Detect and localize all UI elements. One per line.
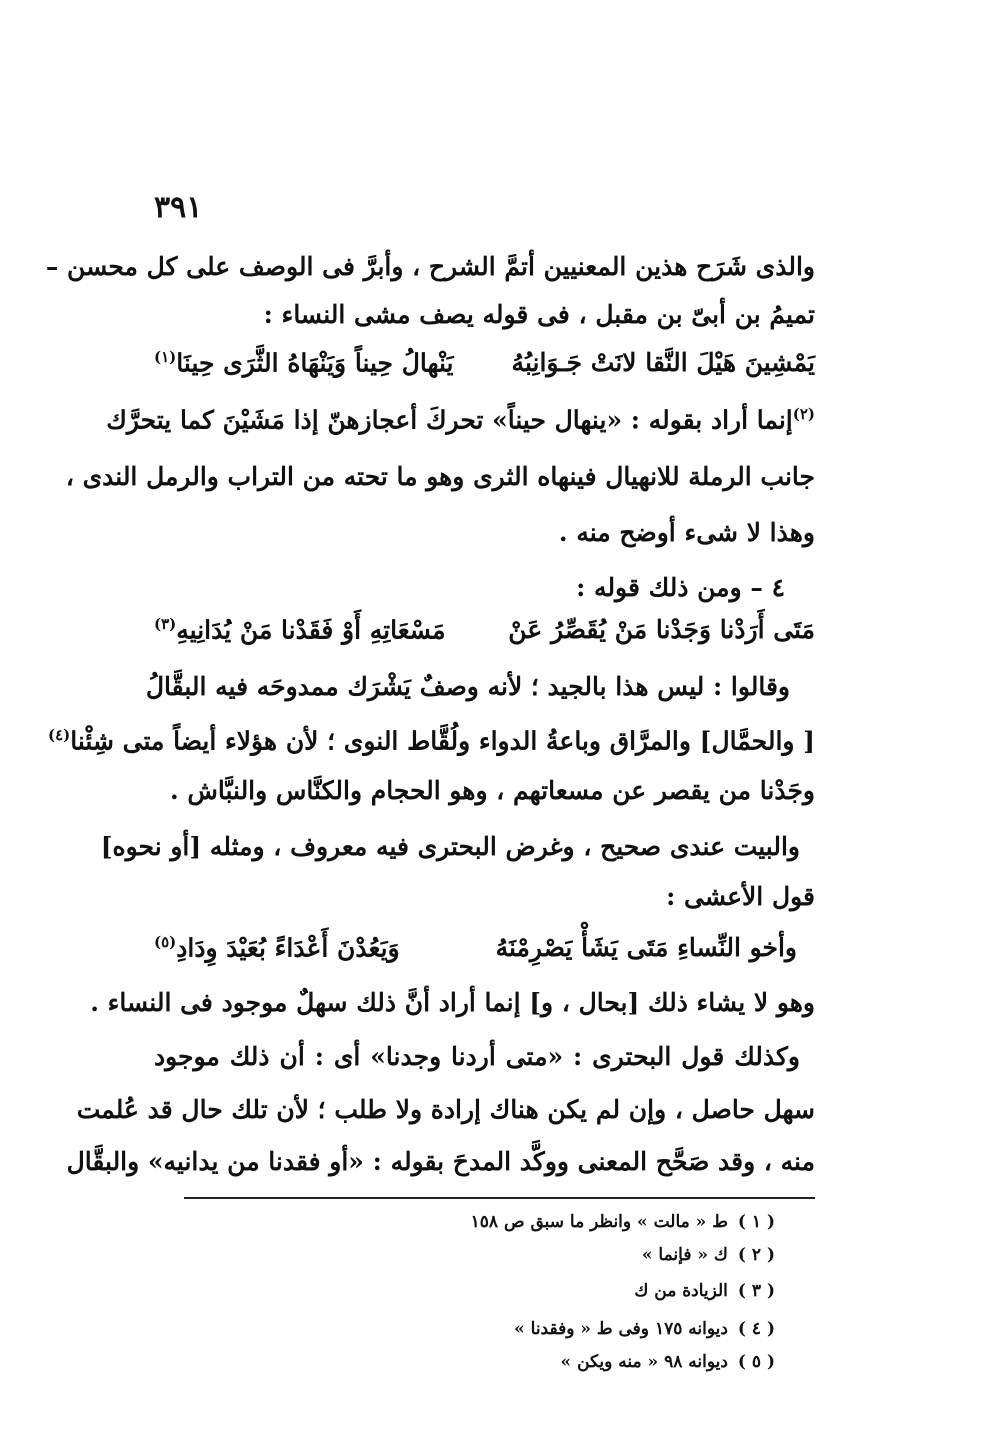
verse-3-first-hemistich — [496, 933, 797, 963]
verse-2-second-hemistich — [154, 615, 446, 645]
text-line-1: والذى شَرَح هذين المعنيين أتمَّ الشرح ، وأبرَّ فى الوصف على كل محسن – — [45, 252, 815, 281]
text-line-12: وكذلك قول البحترى : «متى أردنا وجدنا» أى : أن ذلك موجود — [154, 1042, 800, 1071]
text-line-6: وقالوا : ليس هذا بالجيد ؛ لأنه وصفٌ يَشْرَك ممدوحَه فيه البقَّالُ — [145, 672, 790, 701]
verse-1-second-hemistich — [154, 348, 454, 378]
verse-1 — [154, 348, 815, 378]
text-line-7-text: [ والحمَّال] والمرَّاق وباعةُ الدواء ولُقَّاط النوى ؛ لأن هؤلاء أيضاً متى شِئْنا — [70, 726, 815, 756]
text-line-11: وهو لا يشاء ذلك [بحال ، و] إنما أراد أنَّ ذلك سهلٌ موجود فى النساء . — [90, 988, 815, 1017]
footnote-marker-5: (٥) — [154, 933, 177, 951]
footnote-separator — [184, 1197, 815, 1199]
text-line-10: قول الأعشى : — [666, 882, 815, 911]
verse-2 — [154, 615, 815, 645]
verse-3-first-hemistich-text: وأخو النِّساءِ مَتَى يَشَأْ يَصْرِمْنَهُ — [495, 933, 797, 962]
footnote-4-text: ديوانه ١٧٥ وفى ط « وفقدنا » — [514, 1319, 728, 1339]
footnote-2-number: ( ٢ ) — [737, 1245, 775, 1265]
verse-1-first-hemistich — [512, 348, 815, 378]
verse-3-second-hemistich-text: وَيَعُدْنَ أَعْدَاءً بُعَيْدَ وِدَادِ — [176, 933, 400, 963]
text-line-5: وهذا لا شىء أوضح منه . — [558, 518, 815, 547]
verse-3 — [154, 933, 797, 963]
footnote-4-number: ( ٤ ) — [737, 1319, 775, 1339]
footnote-5-number: ( ٥ ) — [737, 1352, 775, 1372]
text-line-4: جانب الرملة للانهيال فينهاه الثرى وهو ما تحته من التراب والرمل الندى ، — [65, 462, 815, 491]
footnote-1-number: ( ١ ) — [737, 1212, 775, 1232]
footnote-3-text: الزيادة من ك — [634, 1281, 728, 1301]
verse-2-first-hemistich — [508, 615, 815, 645]
footnote-marker-2: (٢) — [792, 405, 815, 423]
verse-2-second-hemistich-text: مَسْعَاتِهِ أَوْ فَقَدْنا مَنْ يُدَانِيهِ — [176, 615, 446, 645]
text-line-8: وجَدْنا من يقصر عن مسعاتهم ، وهو الحجام والكنَّاس والنبَّاش . — [169, 776, 815, 805]
text-line-9: والبيت عندى صحيح ، وغرض البحترى فيه معروف ، ومثله [أو نحوه] — [100, 832, 800, 861]
verse-3-second-hemistich — [154, 933, 400, 963]
text-line-3-text: إنما أراد بقوله : «ينهال حيناً» تحركَ أعجازهنّ إذا مَشَيْنَ كما يتحرَّك — [106, 405, 793, 435]
footnote-5-text: ديوانه ٩٨ « منه ويكن » — [560, 1352, 728, 1372]
footnote-1-text: ط « مالت » وانظر ما سبق ص ١٥٨ — [470, 1212, 728, 1232]
verse-1-first-hemistich-text: يَمْشِينَ هَيْلَ النَّقا لانَتْ جَـوَانِبُهُ — [511, 348, 815, 377]
footnote-3 — [634, 1281, 775, 1301]
text-line-7 — [47, 726, 815, 756]
footnote-3-number: ( ٣ ) — [737, 1281, 775, 1301]
text-line-14: منه ، وقد صَحَّح المعنى ووكَّد المدحَ بقوله : «أو فقدنا من يدانيه» والبقَّال — [66, 1147, 815, 1176]
footnote-marker-3: (٣) — [154, 615, 177, 633]
footnote-marker-4: (٤) — [47, 726, 71, 744]
verse-1-second-hemistich-text: يَنْهالُ حِيناً وَيَنْهَاهُ الثَّرَى حِينَا — [176, 348, 454, 378]
text-line-3 — [106, 405, 815, 435]
footnote-5 — [561, 1352, 775, 1372]
verse-2-first-hemistich-text: مَتَى أَرَدْنا وَجَدْنا مَنْ يُقَصِّرُ عَنْ — [508, 615, 815, 644]
text-line-13: سهل حاصل ، وإن لم يكن هناك إرادة ولا طلب ؛ لأن تلك حال قد عُلمت — [76, 1095, 815, 1124]
footnote-2 — [642, 1245, 775, 1265]
footnote-4 — [514, 1319, 775, 1339]
footnote-marker-1: (١) — [154, 348, 177, 366]
footnote-1 — [471, 1212, 775, 1232]
page-number: ٣٩١ — [154, 190, 203, 225]
footnote-2-text: ك « فإنما » — [641, 1245, 728, 1265]
text-line-2: تميمُ بن أبىّ بن مقبل ، فى قوله يصف مشى النساء : — [263, 300, 815, 329]
section-heading-4: ٤ – ومن ذلك قوله : — [576, 573, 785, 602]
